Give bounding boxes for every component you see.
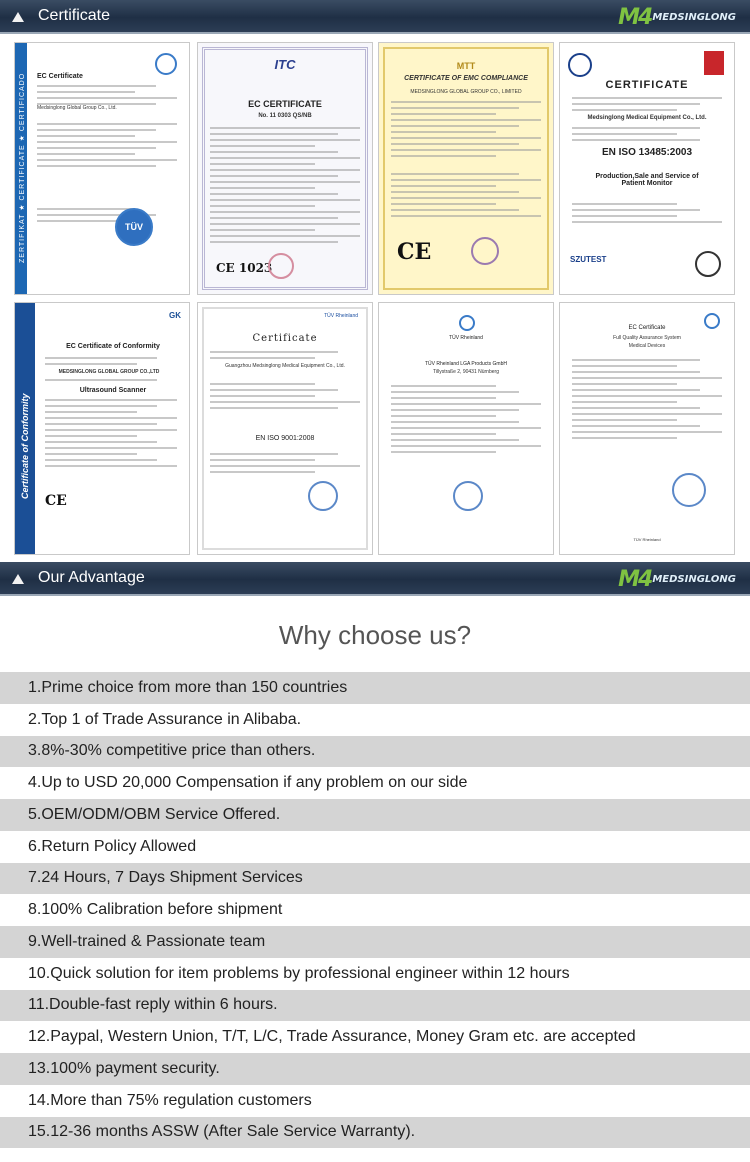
logo-mark: M4 [618,4,652,30]
why-choose-us-heading: Why choose us? [278,620,472,650]
advantage-item: 7.24 Hours, 7 Days Shipment Services [0,863,750,895]
certificate-side-text: ZERTIFIKAT ★ CERTIFICATE ★ CERTIFICADO [19,72,26,263]
advantage-item: 6.Return Policy Allowed [0,831,750,863]
certificate-number: No. 11 0303 QS/NB [258,113,312,119]
tuv-logo-icon [459,315,475,331]
certificate-standard: EN ISO 9001:2008 [255,435,315,442]
advantage-item: 5.OEM/ODM/OBM Service Offered. [0,799,750,831]
certificate-title: TÜV Rheinland LGA Products GmbH [425,361,507,367]
certificate-address: Tillystraße 2, 90431 Nürnberg [433,369,499,375]
advantage-item: 8.100% Calibration before shipment [0,894,750,926]
certificate-header: MTT [456,61,476,71]
certificate-standard: EN ISO 13485:2003 [601,147,693,158]
szutest-seal-icon [695,251,721,277]
tuv-logo-text: TÜV Rheinland [633,537,661,542]
certificate-card[interactable] [197,42,373,295]
certificate-title: EC Certificate of Conformity [66,343,160,350]
certificate-title: Certificate [252,333,318,344]
logo-text: MEDSINGLONG [652,11,736,23]
logo-mark: M4 [618,566,652,592]
certificate-card[interactable] [559,42,735,295]
certificate-side-text: Certificate of Conformity [20,393,30,499]
certificate-card[interactable] [197,302,373,555]
brand-logo [618,568,736,590]
turkak-logo-icon [704,51,724,75]
seal-label: TÜV [125,222,143,232]
advantage-item: 9.Well-trained & Passionate team [0,926,750,958]
advantage-item: 12.Paypal, Western Union, T/T, L/C, Trade Assurance, Money Gram etc. are accepted [0,1021,750,1053]
gk-logo-mark: GK [169,311,181,320]
tuv-seal-icon [453,481,483,511]
advantage-item: 13.100% payment security. [0,1053,750,1085]
certificate-card[interactable] [14,42,190,295]
certificate-gallery [0,34,750,560]
triangle-icon [12,12,24,22]
triangle-icon [12,574,24,584]
certificate-card[interactable] [378,42,554,295]
certificate-holder: MEDSINGLONG GLOBAL GROUP CO.,LTD [58,369,160,375]
brand-logo [618,6,736,28]
advantage-item: 15.12-36 months ASSW (After Sale Service Warranty). [0,1117,750,1149]
tuv-logo-text: TÜV Rheinland [324,313,358,319]
certificate-system: Full Quality Assurance System [613,335,681,341]
advantage-item: 14.More than 75% regulation customers [0,1085,750,1117]
advantage-item: 4.Up to USD 20,000 Compensation if any problem on our side [0,767,750,799]
advantage-item: 10.Quick solution for item problems by professional engineer within 12 hours [0,958,750,990]
tuv-logo-text: TÜV Rheinland [449,335,483,341]
certificate-header: ITC [274,57,296,72]
szutest-mark: SZUTEST [570,255,607,264]
certificate-title: EC Certificate [37,73,83,80]
certificate-holder: Guangzhou Medsinglong Medical Equipment Co., Ltd. [225,363,345,369]
certificate-holder: Medsinglong Global Group Co., Ltd. [37,105,117,111]
advantage-list [0,672,750,1148]
certificate-product: Ultrasound Scanner [79,387,147,394]
tuv-seal-icon [308,481,338,511]
ce-mark: CE 1023 [216,261,273,275]
certificate-title: CERTIFICATE [605,79,689,91]
tuv-seal-icon [672,473,706,507]
tuv-logo-icon [155,53,177,75]
tuv-seal-icon [115,208,153,246]
certificate-holder: Medsinglong Medical Equipment Co., Ltd. [587,115,707,121]
certificate-section-title: Certificate [38,7,111,24]
advantage-item: 2.Top 1 of Trade Assurance in Alibaba. [0,704,750,736]
stamp-icon [471,237,499,265]
advantage-item: 11.Double-fast reply within 6 hours. [0,990,750,1022]
stamp-icon [268,253,294,279]
advantage-banner [0,562,750,596]
certificate-card[interactable] [378,302,554,555]
ce-mark: CE [45,493,67,509]
certificate-scope: Production,Sale and Service of Patient Monitor [595,173,699,187]
logo-text: MEDSINGLONG [652,573,736,585]
certificate-title: CERTIFICATE OF EMC COMPLIANCE [404,75,528,82]
advantage-item: 1.Prime choice from more than 150 countries [0,672,750,704]
certificate-title: EC CERTIFICATE [248,99,322,109]
szutest-logo-icon [568,53,592,77]
certificate-title: EC Certificate [628,325,666,331]
advantage-section-title: Our Advantage [38,569,145,586]
ce-mark: CE [397,239,432,265]
advantage-item: 3.8%-30% competitive price than others. [0,736,750,768]
certificate-card[interactable] [559,302,735,555]
certificate-holder: MEDSINGLONG GLOBAL GROUP CO., LIMITED [410,89,522,95]
certificate-card[interactable] [14,302,190,555]
certificate-scope: Medical Devices [628,343,666,349]
certificate-banner [0,0,750,34]
